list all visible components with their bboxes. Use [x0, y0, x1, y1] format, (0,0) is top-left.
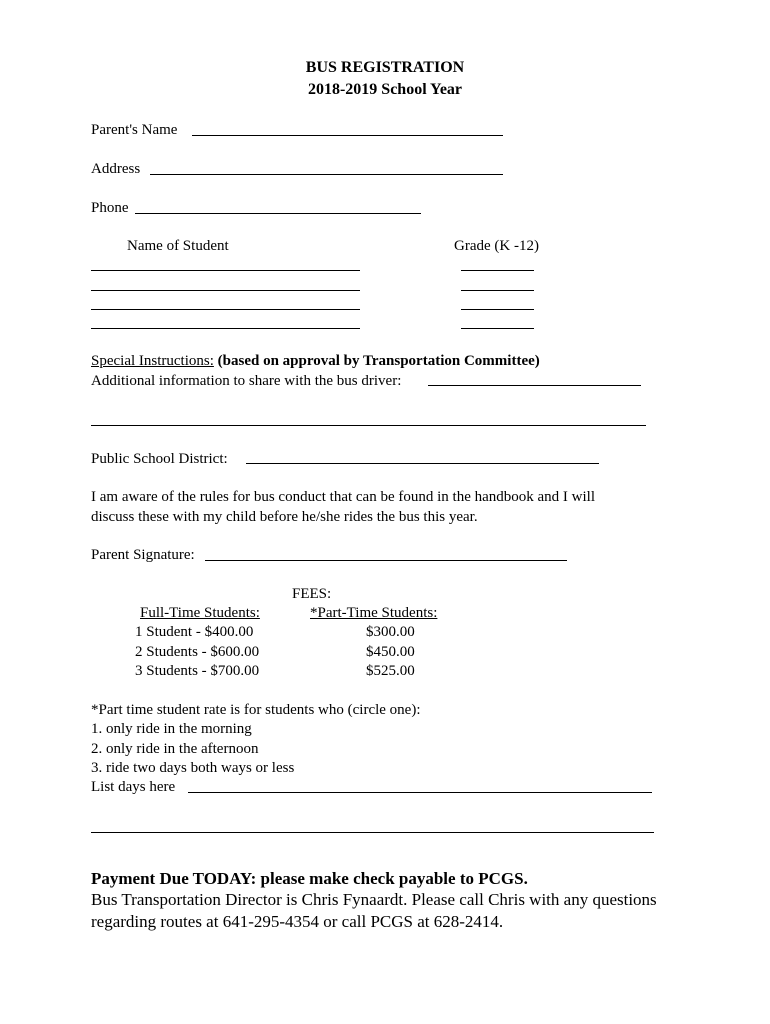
district-field[interactable] — [246, 463, 599, 464]
fee-row-part-3: $525.00 — [366, 663, 415, 679]
parent-name-field[interactable] — [192, 135, 503, 136]
fee-row-full-2: 2 Students - $600.00 — [135, 644, 260, 660]
phone-field[interactable] — [135, 213, 421, 214]
form-subtitle: 2018-2019 School Year — [307, 81, 463, 98]
district-label: Public School District: — [91, 451, 228, 467]
parttime-header: *Part-Time Students: — [310, 605, 438, 621]
phone-label: Phone — [91, 200, 129, 216]
student-name-field-3[interactable] — [91, 309, 360, 310]
student-name-field-4[interactable] — [91, 328, 360, 329]
signature-label: Parent Signature: — [91, 547, 195, 563]
awareness-line-1: I am aware of the rules for bus conduct that can be found in the handbook and I will — [91, 489, 596, 505]
parent-name-label: Parent's Name — [91, 122, 178, 138]
parttime-intro: *Part time student rate is for students who (circle one): — [91, 702, 421, 718]
fee-row-part-1: $300.00 — [366, 624, 415, 640]
special-instructions-label: Special Instructions: — [91, 353, 214, 369]
student-grade-field-1[interactable] — [461, 270, 534, 271]
form-title: BUS REGISTRATION — [305, 59, 465, 76]
parttime-option-2[interactable]: 2. only ride in the afternoon — [91, 741, 259, 757]
director-line-1: Bus Transportation Director is Chris Fynaardt. Please call Chris with any questions — [91, 890, 657, 909]
student-name-field-1[interactable] — [91, 270, 360, 271]
parttime-option-3[interactable]: 3. ride two days both ways or less — [91, 760, 295, 776]
fee-row-full-3: 3 Students - $700.00 — [135, 663, 260, 679]
additional-info-label: Additional information to share with the bus driver: — [91, 373, 402, 389]
additional-info-field[interactable] — [428, 385, 641, 386]
signature-field[interactable] — [205, 560, 567, 561]
student-grade-field-4[interactable] — [461, 328, 534, 329]
fee-row-part-2: $450.00 — [366, 644, 415, 660]
parttime-option-1[interactable]: 1. only ride in the morning — [91, 721, 252, 737]
additional-info-field-2[interactable] — [91, 425, 646, 426]
student-name-header: Name of Student — [127, 238, 229, 254]
list-days-label: List days here — [91, 779, 176, 795]
address-field[interactable] — [150, 174, 503, 175]
special-instructions — [91, 352, 540, 370]
grade-header: Grade (K -12) — [454, 238, 539, 254]
awareness-line-2: discuss these with my child before he/she rides the bus this year. — [91, 509, 478, 525]
payment-heading: Payment Due TODAY: please make check payable to PCGS. — [91, 869, 528, 888]
fee-row-full-1: 1 Student - $400.00 — [135, 624, 254, 640]
student-name-field-2[interactable] — [91, 290, 360, 291]
address-label: Address — [91, 161, 141, 177]
list-days-field[interactable] — [188, 792, 652, 793]
director-line-2: regarding routes at 641-295-4354 or call PCGS at 628-2414. — [91, 912, 504, 931]
fulltime-header: Full-Time Students: — [140, 605, 260, 621]
list-days-field-2[interactable] — [91, 832, 654, 833]
student-grade-field-2[interactable] — [461, 290, 534, 291]
student-grade-field-3[interactable] — [461, 309, 534, 310]
fees-heading: FEES: — [292, 586, 332, 602]
special-instructions-note: (based on approval by Transportation Committee) — [213, 353, 540, 369]
